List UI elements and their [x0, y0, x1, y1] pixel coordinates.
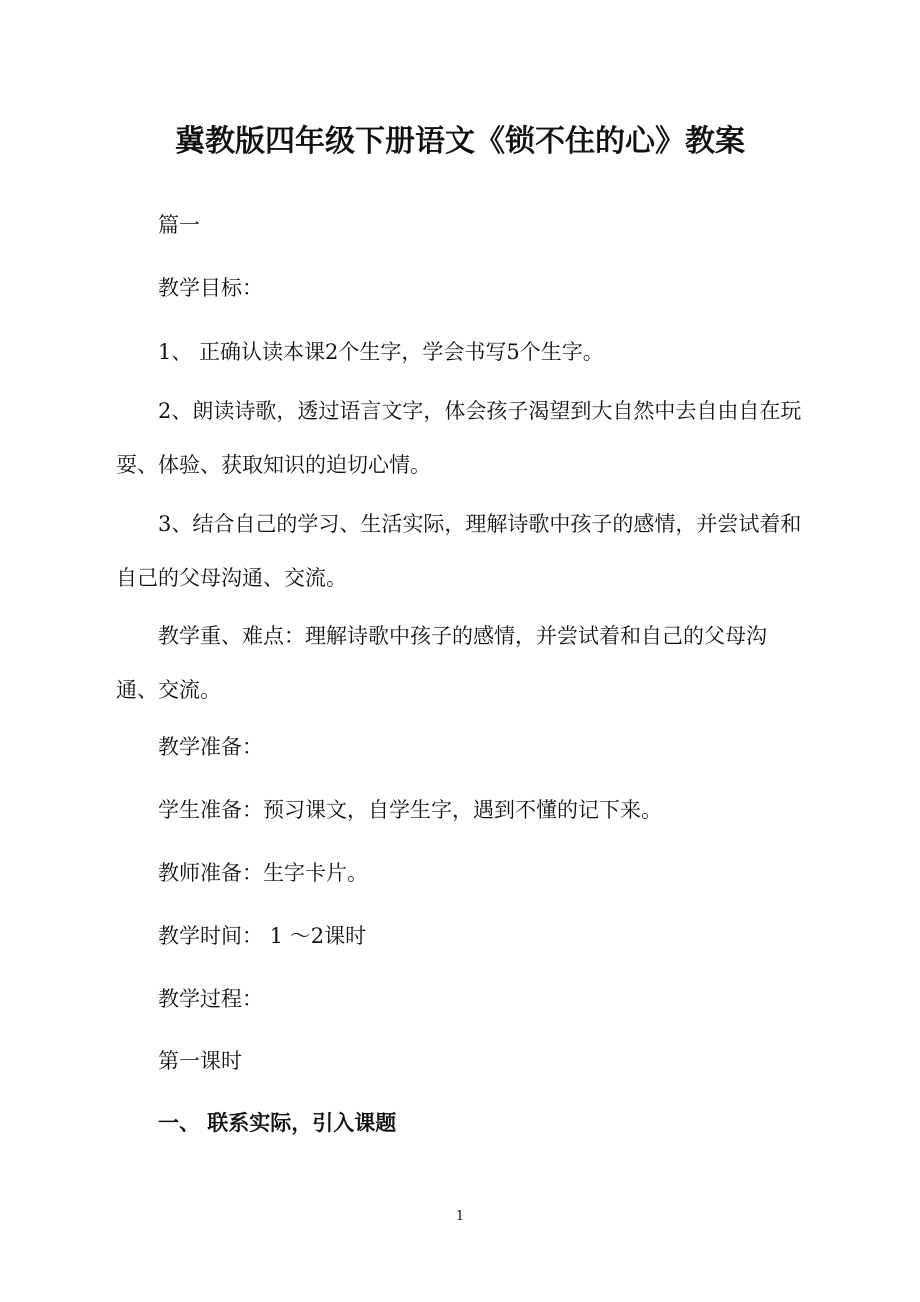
key-points: 教学重、难点：理解诗歌中孩子的感情，并尝试着和自己的父母沟通、交流。: [116, 624, 767, 702]
step-1-heading: 一、 联系实际，引入课题: [158, 1111, 397, 1135]
objective-3: 3、结合自己的学习、生活实际，理解诗歌中孩子的感情，并尝试着和自己的父母沟通、交流。: [116, 512, 802, 590]
teacher-preparation: 教师准备：生字卡片。: [158, 861, 368, 885]
teaching-time: 教学时间： 1 ～2课时: [158, 924, 367, 948]
preparation-label: 教学准备：: [158, 735, 263, 759]
section-label: 篇一: [158, 213, 200, 237]
objective-2: 2、朗读诗歌，透过语言文字，体会孩子渴望到大自然中去自由自在玩耍、体验、获取知识的迫切心情。: [116, 399, 802, 477]
lesson-1-label: 第一课时: [158, 1049, 242, 1073]
document-title: 冀教版四年级下册语文《锁不住的心》教案: [175, 124, 745, 159]
objectives-label: 教学目标：: [158, 276, 263, 300]
page-number: 1: [455, 1209, 465, 1224]
process-label: 教学过程：: [158, 987, 263, 1011]
student-preparation: 学生准备：预习课文，自学生字，遇到不懂的记下来。: [158, 798, 662, 822]
objective-1: 1、 正确认读本课2个生字，学会书写5个生字。: [158, 340, 604, 364]
